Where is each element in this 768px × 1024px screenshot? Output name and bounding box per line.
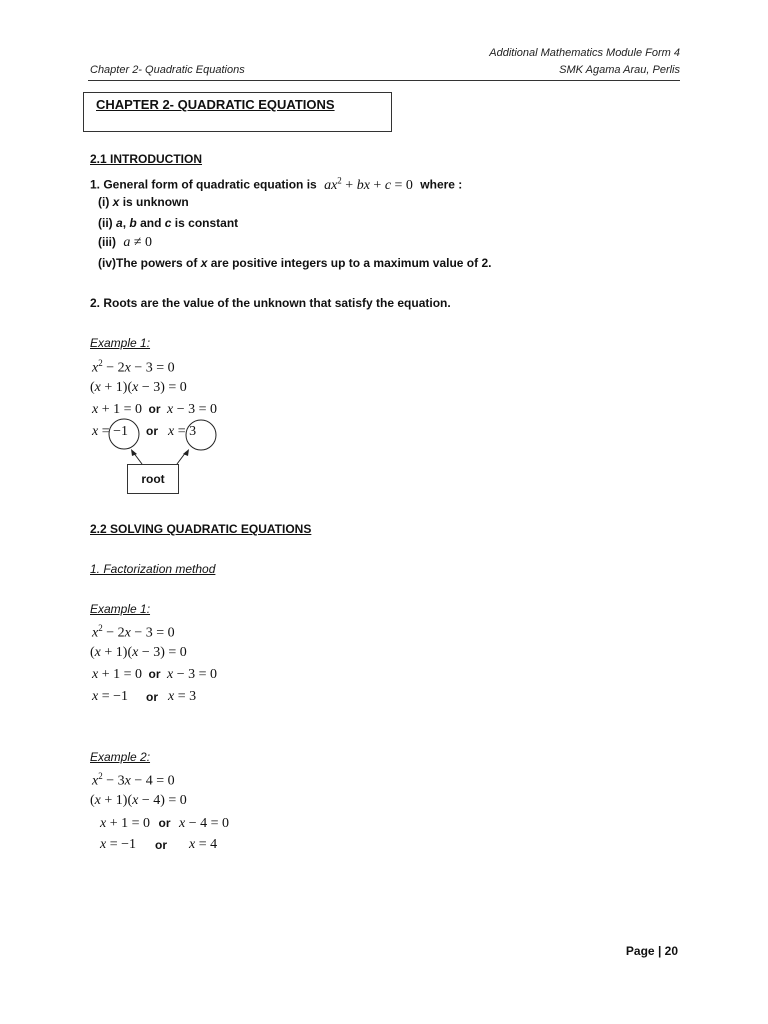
ex1-eq-1: $x^2 - 2x - 3 = 0$: [92, 623, 175, 641]
header-chapter: Chapter 2- Quadratic Equations: [90, 64, 245, 76]
ex2-eq-2: (x + 1)(x − 4) = 0: [90, 793, 187, 808]
header-module: Additional Mathematics Module Form 4: [489, 47, 680, 59]
ex2-eq-3: x + 1 = 0 or x − 4 = 0: [100, 816, 230, 831]
ex2-eq-4-left: x = −1: [100, 837, 137, 852]
ex1-eq-3: x + 1 = 0 or x − 3 = 0: [92, 667, 218, 682]
item-iv-var: x: [200, 256, 208, 270]
ex1-eq-4-left: x = −1: [92, 689, 129, 704]
intro-eq-3: x + 1 = 0 or x − 3 = 0: [92, 402, 218, 417]
item-ii: (ii) a, b and c is constant: [98, 216, 239, 230]
ex1-or-1: or: [148, 667, 161, 681]
root-label-box: [127, 464, 179, 494]
item-iv-text: are positive integers up to a maximum value of 2.: [210, 256, 492, 270]
root-arrowhead-1: [131, 449, 137, 456]
item-iv-label: (iv): [98, 256, 116, 270]
intro-or-2: or: [146, 424, 158, 438]
factorization-method: 1. Factorization method: [90, 562, 216, 576]
ex2-or-2: or: [155, 838, 167, 852]
roots-definition: 2. Roots are the value of the unknown that satisfy the equation.: [90, 296, 451, 310]
intro-example-label: Example 1:: [90, 336, 151, 350]
item-ii-c: c: [164, 216, 172, 230]
root-circle-1: [109, 419, 139, 449]
intro-eq-4-right: x = 3: [168, 424, 197, 439]
item-ii-and: and: [140, 216, 162, 230]
section-heading-solving: 2.2 SOLVING QUADRATIC EQUATIONS: [90, 522, 312, 536]
item-ii-a: a: [116, 216, 123, 230]
ex1-or-2: or: [146, 690, 158, 704]
page-label: Page: [625, 944, 655, 958]
root-label: root: [141, 472, 165, 486]
header-school: SMK Agama Arau, Perlis: [559, 64, 680, 76]
page-footer: Page | 20: [625, 944, 678, 958]
root-circle-2: [186, 420, 216, 450]
item-i-label: (i): [98, 195, 110, 209]
ex2-or-1: or: [158, 816, 171, 830]
chapter-title: CHAPTER 2- QUADRATIC EQUATIONS: [96, 97, 335, 112]
ex1-eq-2: (x + 1)(x − 3) = 0: [90, 645, 187, 660]
ex2-eq-4-right: x = 4: [189, 837, 218, 852]
example1-label: Example 1:: [90, 602, 151, 616]
intro-or-1: or: [148, 402, 161, 416]
intro-eq-1: $x^2 - 2x - 3 = 0$: [92, 358, 175, 376]
ex2-eq-1: $x^2 - 3x - 4 = 0$: [92, 771, 175, 789]
item-iii-label: (iii): [98, 235, 116, 249]
general-form-equation: $ax^2$ + bx + c = 0: [324, 175, 413, 193]
item-ii-text: is constant: [174, 216, 239, 230]
example2-label: Example 2:: [90, 750, 151, 764]
section-heading-introduction: 2.1 INTRODUCTION: [90, 152, 203, 166]
item-ii-label: (ii): [98, 216, 113, 230]
item-i-var: x: [112, 195, 120, 209]
intro-eq-4-left: x = −1: [92, 424, 129, 439]
general-form-prefix: 1. General form of quadratic equation is: [90, 177, 317, 192]
item-iv-pre: The powers of: [116, 256, 198, 270]
ex1-eq-4-right: x = 3: [168, 689, 197, 704]
page-number: 20: [664, 944, 678, 958]
item-i-text: is unknown: [122, 195, 189, 209]
item-ii-b: b: [129, 216, 137, 230]
general-form-suffix: where :: [420, 177, 463, 192]
item-iii-math: a ≠ 0: [123, 235, 153, 250]
intro-eq-2: (x + 1)(x − 3) = 0: [90, 380, 187, 395]
